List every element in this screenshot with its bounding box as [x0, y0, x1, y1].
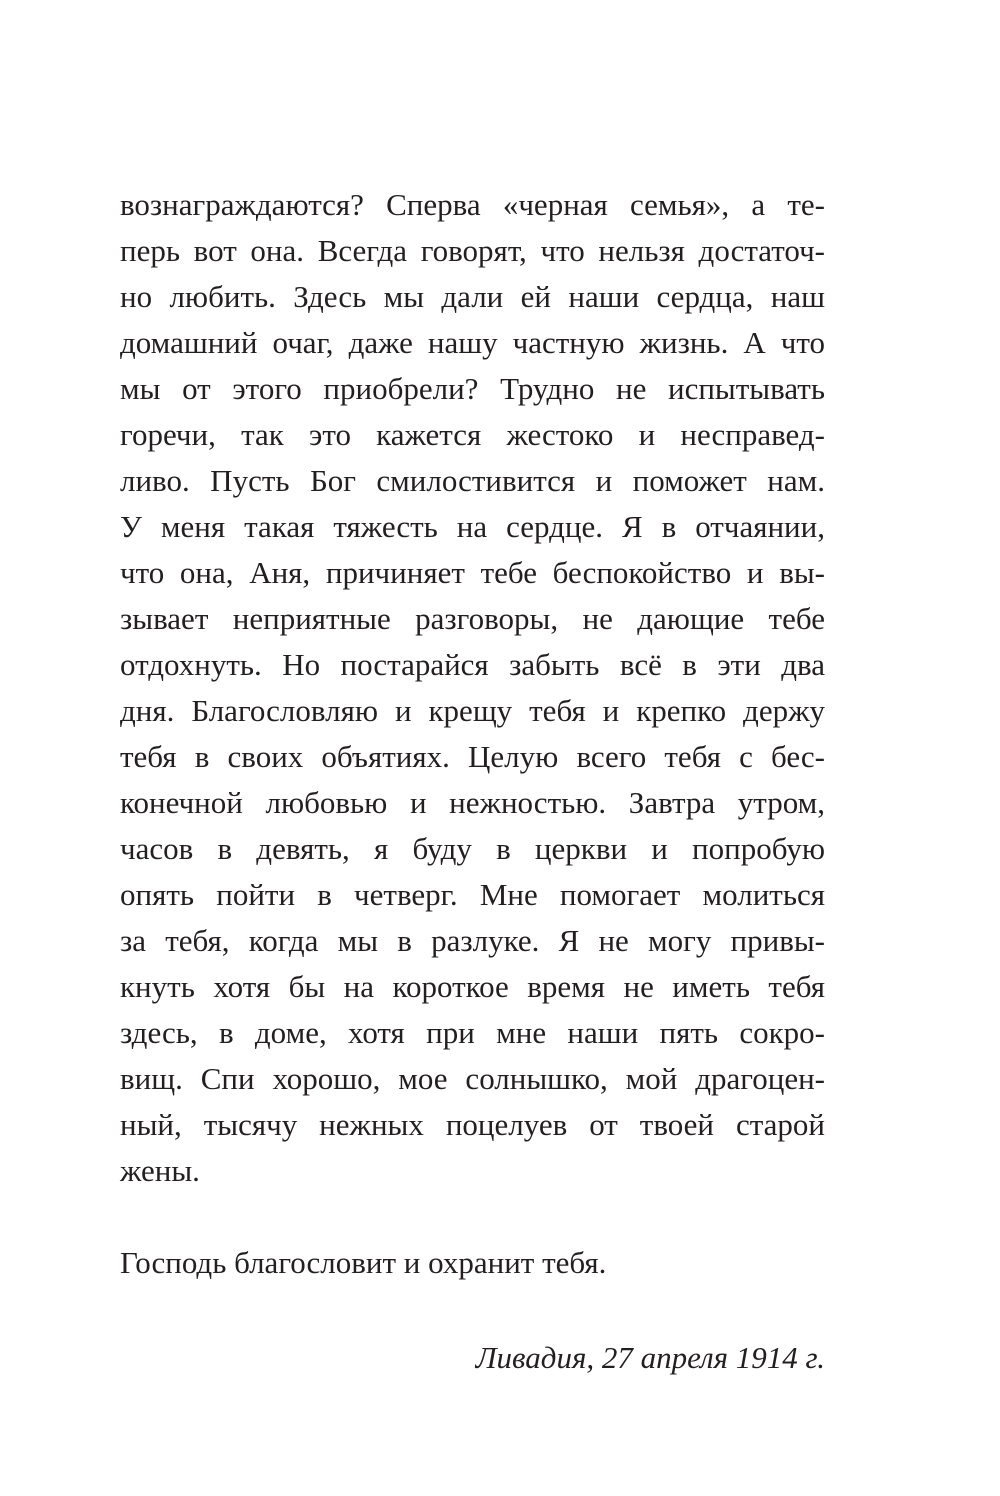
text-line: дня. Благословляю и крещу тебя и крепко держу	[120, 693, 825, 728]
text-line: конечной любовью и нежностью. Завтра утром,	[120, 785, 825, 820]
text-line: горечи, так это кажется жестоко и несправед-	[120, 417, 825, 452]
text-line: за тебя, когда мы в разлуке. Я не могу привы-	[120, 923, 825, 958]
text-line: ный, тысячу нежных поцелуев от твоей старой	[120, 1107, 825, 1142]
text-line: опять пойти в четверг. Мне помогает молиться	[120, 877, 825, 912]
text-line: мы от этого приобрели? Трудно не испытывать	[120, 371, 825, 406]
text-line: часов в девять, я буду в церкви и попробую	[120, 831, 825, 866]
text-line: зывает неприятные разговоры, не дающие тебе	[120, 601, 825, 636]
blessing-paragraph: Господь благословит и охранит тебя.	[120, 1245, 607, 1280]
text-line: перь вот она. Всегда говорят, что нельзя достаточ-	[120, 233, 825, 268]
text-line: ливо. Пусть Бог смилостивится и поможет нам.	[120, 463, 825, 498]
text-line: жены.	[120, 1153, 200, 1188]
book-page	[120, 0, 825, 1496]
text-line: отдохнуть. Но постарайся забыть всё в эти два	[120, 647, 825, 682]
text-line: кнуть хотя бы на короткое время не иметь тебя	[120, 969, 825, 1004]
text-line: домашний очаг, даже нашу частную жизнь. А что	[120, 325, 825, 360]
text-line: что она, Аня, причиняет тебе беспокойство и вы-	[120, 555, 825, 590]
text-line: здесь, в доме, хотя при мне наши пять сокро-	[120, 1015, 825, 1050]
text-line: вищ. Спи хорошо, мое солнышко, мой драгоцен-	[120, 1061, 825, 1096]
text-line: тебя в своих объятиях. Целую всего тебя с бес-	[120, 739, 825, 774]
signature-place-date: Ливадия, 27 апреля 1914 г.	[475, 1340, 825, 1375]
text-line: У меня такая тяжесть на сердце. Я в отчаянии,	[120, 509, 825, 544]
text-line: но любить. Здесь мы дали ей наши сердца, наш	[120, 279, 825, 314]
text-line: вознаграждаются? Сперва «черная семья», а те-	[120, 187, 825, 222]
